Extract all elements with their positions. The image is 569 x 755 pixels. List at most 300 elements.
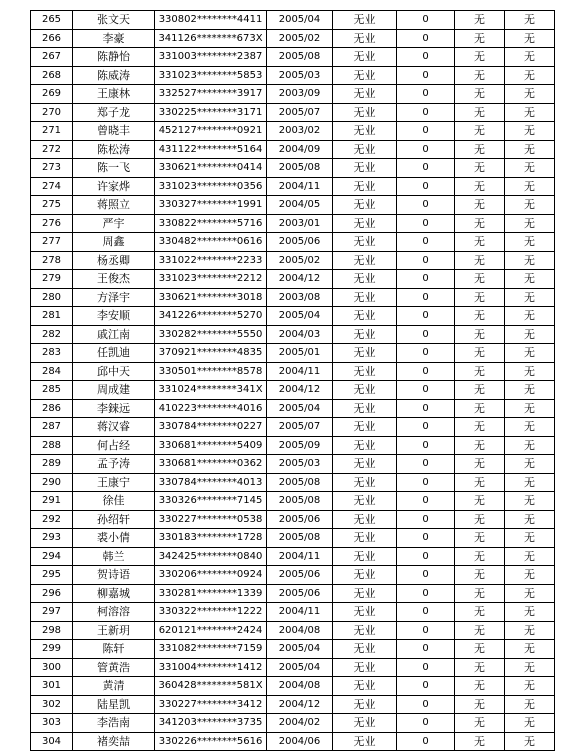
name-cell: 孟予涛 [73,455,155,474]
column-8-cell: 无 [505,140,555,159]
count-cell: 0 [397,436,455,455]
column-8-cell: 无 [505,473,555,492]
occupation-cell: 无业 [333,85,397,104]
name-cell: 柯溶溶 [73,603,155,622]
name-cell: 任凯迪 [73,344,155,363]
column-8-cell: 无 [505,603,555,622]
row-number-cell: 270 [31,103,73,122]
row-number-cell: 285 [31,381,73,400]
name-cell: 杨丞卿 [73,251,155,270]
birth-date-cell: 2004/09 [267,140,333,159]
row-number-cell: 293 [31,529,73,548]
birth-date-cell: 2005/08 [267,48,333,67]
birth-date-cell: 2005/04 [267,307,333,326]
id-number-cell: 331024********341X [155,381,267,400]
column-8-cell: 无 [505,621,555,640]
column-7-cell: 无 [455,658,505,677]
id-number-cell: 330326********7145 [155,492,267,511]
name-cell: 周鑫 [73,233,155,252]
column-8-cell: 无 [505,399,555,418]
row-number-cell: 279 [31,270,73,289]
occupation-cell: 无业 [333,103,397,122]
table-row [31,159,555,178]
id-number-cell: 331082********7159 [155,640,267,659]
table-row [31,658,555,677]
count-cell: 0 [397,29,455,48]
column-8-cell: 无 [505,66,555,85]
occupation-cell: 无业 [333,362,397,381]
birth-date-cell: 2003/02 [267,122,333,141]
column-7-cell: 无 [455,325,505,344]
birth-date-cell: 2005/04 [267,399,333,418]
row-number-cell: 275 [31,196,73,215]
count-cell: 0 [397,85,455,104]
column-7-cell: 无 [455,455,505,474]
count-cell: 0 [397,11,455,30]
name-cell: 柳嘉城 [73,584,155,603]
id-number-cell: 330784********0227 [155,418,267,437]
occupation-cell: 无业 [333,381,397,400]
birth-date-cell: 2005/06 [267,584,333,603]
table-row [31,640,555,659]
birth-date-cell: 2005/03 [267,455,333,474]
count-cell: 0 [397,418,455,437]
count-cell: 0 [397,159,455,178]
row-number-cell: 269 [31,85,73,104]
table-row [31,399,555,418]
count-cell: 0 [397,510,455,529]
birth-date-cell: 2005/04 [267,11,333,30]
row-number-cell: 295 [31,566,73,585]
column-7-cell: 无 [455,621,505,640]
column-7-cell: 无 [455,362,505,381]
column-8-cell: 无 [505,29,555,48]
name-cell: 陈静怡 [73,48,155,67]
name-cell: 方泽宇 [73,288,155,307]
column-7-cell: 无 [455,177,505,196]
table-row [31,455,555,474]
name-cell: 李浩南 [73,714,155,733]
count-cell: 0 [397,584,455,603]
row-number-cell: 303 [31,714,73,733]
birth-date-cell: 2005/07 [267,103,333,122]
birth-date-cell: 2004/12 [267,695,333,714]
column-7-cell: 无 [455,214,505,233]
count-cell: 0 [397,455,455,474]
name-cell: 周成建 [73,381,155,400]
birth-date-cell: 2005/06 [267,566,333,585]
column-8-cell: 无 [505,270,555,289]
column-7-cell: 无 [455,140,505,159]
column-8-cell: 无 [505,122,555,141]
occupation-cell: 无业 [333,288,397,307]
id-number-cell: 330681********0362 [155,455,267,474]
name-cell: 邱中天 [73,362,155,381]
name-cell: 贺诗语 [73,566,155,585]
birth-date-cell: 2004/11 [267,362,333,381]
table-row [31,288,555,307]
table-row [31,103,555,122]
column-8-cell: 无 [505,103,555,122]
column-8-cell: 无 [505,492,555,511]
column-7-cell: 无 [455,48,505,67]
row-number-cell: 281 [31,307,73,326]
id-number-cell: 360428********581X [155,677,267,696]
column-7-cell: 无 [455,251,505,270]
column-8-cell: 无 [505,307,555,326]
row-number-cell: 301 [31,677,73,696]
column-8-cell: 无 [505,233,555,252]
name-cell: 王新玥 [73,621,155,640]
column-7-cell: 无 [455,418,505,437]
count-cell: 0 [397,251,455,270]
column-7-cell: 无 [455,640,505,659]
column-8-cell: 无 [505,418,555,437]
count-cell: 0 [397,603,455,622]
occupation-cell: 无业 [333,399,397,418]
birth-date-cell: 2004/11 [267,177,333,196]
column-8-cell: 无 [505,695,555,714]
name-cell: 严宇 [73,214,155,233]
column-8-cell: 无 [505,325,555,344]
id-number-cell: 330621********0414 [155,159,267,178]
column-8-cell: 无 [505,288,555,307]
column-7-cell: 无 [455,603,505,622]
occupation-cell: 无业 [333,177,397,196]
birth-date-cell: 2004/08 [267,621,333,640]
column-8-cell: 无 [505,640,555,659]
occupation-cell: 无业 [333,196,397,215]
row-number-cell: 284 [31,362,73,381]
name-cell: 何占经 [73,436,155,455]
column-7-cell: 无 [455,714,505,733]
name-cell: 蒋汉睿 [73,418,155,437]
table-row [31,436,555,455]
birth-date-cell: 2005/02 [267,29,333,48]
table-row [31,510,555,529]
occupation-cell: 无业 [333,122,397,141]
name-cell: 孙绍轩 [73,510,155,529]
birth-date-cell: 2003/09 [267,85,333,104]
name-cell: 陈一飞 [73,159,155,178]
id-number-cell: 331023********2212 [155,270,267,289]
table-row [31,677,555,696]
table-row [31,603,555,622]
row-number-cell: 287 [31,418,73,437]
column-8-cell: 无 [505,159,555,178]
count-cell: 0 [397,362,455,381]
birth-date-cell: 2005/09 [267,436,333,455]
birth-date-cell: 2005/07 [267,418,333,437]
column-8-cell: 无 [505,732,555,751]
column-7-cell: 无 [455,270,505,289]
count-cell: 0 [397,473,455,492]
row-number-cell: 267 [31,48,73,67]
count-cell: 0 [397,66,455,85]
occupation-cell: 无业 [333,325,397,344]
name-cell: 张文天 [73,11,155,30]
table-row [31,732,555,751]
id-number-cell: 330501********8578 [155,362,267,381]
row-number-cell: 272 [31,140,73,159]
occupation-cell: 无业 [333,640,397,659]
id-number-cell: 330822********5716 [155,214,267,233]
occupation-cell: 无业 [333,714,397,733]
column-8-cell: 无 [505,566,555,585]
table-row [31,122,555,141]
row-number-cell: 273 [31,159,73,178]
birth-date-cell: 2004/11 [267,547,333,566]
column-7-cell: 无 [455,29,505,48]
occupation-cell: 无业 [333,270,397,289]
occupation-cell: 无业 [333,455,397,474]
column-7-cell: 无 [455,695,505,714]
name-cell: 许家烨 [73,177,155,196]
table-row [31,584,555,603]
id-number-cell: 331003********2387 [155,48,267,67]
id-number-cell: 330206********0924 [155,566,267,585]
table-row [31,547,555,566]
name-cell: 李豪 [73,29,155,48]
birth-date-cell: 2005/08 [267,159,333,178]
column-8-cell: 无 [505,11,555,30]
count-cell: 0 [397,695,455,714]
table-row [31,566,555,585]
count-cell: 0 [397,288,455,307]
row-number-cell: 277 [31,233,73,252]
column-8-cell: 无 [505,510,555,529]
birth-date-cell: 2003/01 [267,214,333,233]
table-row [31,344,555,363]
column-8-cell: 无 [505,677,555,696]
count-cell: 0 [397,492,455,511]
id-number-cell: 330225********3171 [155,103,267,122]
table-row [31,11,555,30]
count-cell: 0 [397,48,455,67]
birth-date-cell: 2005/08 [267,529,333,548]
column-8-cell: 无 [505,436,555,455]
row-number-cell: 286 [31,399,73,418]
id-number-cell: 330681********5409 [155,436,267,455]
table-row [31,251,555,270]
birth-date-cell: 2005/06 [267,233,333,252]
id-number-cell: 330281********1339 [155,584,267,603]
count-cell: 0 [397,547,455,566]
name-cell: 黄清 [73,677,155,696]
count-cell: 0 [397,714,455,733]
name-cell: 褚奕喆 [73,732,155,751]
column-7-cell: 无 [455,677,505,696]
occupation-cell: 无业 [333,547,397,566]
count-cell: 0 [397,677,455,696]
column-7-cell: 无 [455,566,505,585]
birth-date-cell: 2004/02 [267,714,333,733]
table-row [31,621,555,640]
name-cell: 郑子龙 [73,103,155,122]
table-row [31,473,555,492]
table-row [31,140,555,159]
id-number-cell: 330282********5550 [155,325,267,344]
row-number-cell: 299 [31,640,73,659]
id-number-cell: 331023********5853 [155,66,267,85]
row-number-cell: 289 [31,455,73,474]
column-7-cell: 无 [455,233,505,252]
occupation-cell: 无业 [333,159,397,178]
column-7-cell: 无 [455,510,505,529]
column-7-cell: 无 [455,11,505,30]
occupation-cell: 无业 [333,251,397,270]
id-number-cell: 331004********1412 [155,658,267,677]
id-number-cell: 330227********3412 [155,695,267,714]
row-number-cell: 274 [31,177,73,196]
birth-date-cell: 2005/04 [267,640,333,659]
table-row [31,529,555,548]
table-row [31,196,555,215]
column-7-cell: 无 [455,529,505,548]
name-cell: 陈松涛 [73,140,155,159]
column-8-cell: 无 [505,362,555,381]
count-cell: 0 [397,732,455,751]
occupation-cell: 无业 [333,418,397,437]
birth-date-cell: 2004/05 [267,196,333,215]
birth-date-cell: 2005/01 [267,344,333,363]
table-row [31,695,555,714]
occupation-cell: 无业 [333,473,397,492]
count-cell: 0 [397,307,455,326]
count-cell: 0 [397,381,455,400]
column-8-cell: 无 [505,85,555,104]
occupation-cell: 无业 [333,29,397,48]
birth-date-cell: 2004/12 [267,270,333,289]
column-8-cell: 无 [505,251,555,270]
name-cell: 王康宁 [73,473,155,492]
name-cell: 李安顺 [73,307,155,326]
column-7-cell: 无 [455,66,505,85]
column-7-cell: 无 [455,307,505,326]
occupation-cell: 无业 [333,307,397,326]
birth-date-cell: 2005/04 [267,658,333,677]
id-number-cell: 330621********3018 [155,288,267,307]
table-row [31,66,555,85]
count-cell: 0 [397,658,455,677]
id-number-cell: 330784********4013 [155,473,267,492]
occupation-cell: 无业 [333,677,397,696]
row-number-cell: 276 [31,214,73,233]
id-number-cell: 331022********2233 [155,251,267,270]
row-number-cell: 268 [31,66,73,85]
occupation-cell: 无业 [333,140,397,159]
column-8-cell: 无 [505,344,555,363]
name-cell: 徐佳 [73,492,155,511]
name-cell: 王康林 [73,85,155,104]
column-7-cell: 无 [455,381,505,400]
id-number-cell: 370921********4835 [155,344,267,363]
name-cell: 戚江南 [73,325,155,344]
table-row [31,714,555,733]
birth-date-cell: 2005/08 [267,473,333,492]
row-number-cell: 265 [31,11,73,30]
column-8-cell: 无 [505,48,555,67]
occupation-cell: 无业 [333,436,397,455]
table-row [31,177,555,196]
occupation-cell: 无业 [333,658,397,677]
table-row [31,48,555,67]
occupation-cell: 无业 [333,11,397,30]
id-number-cell: 330183********1728 [155,529,267,548]
count-cell: 0 [397,196,455,215]
row-number-cell: 288 [31,436,73,455]
count-cell: 0 [397,233,455,252]
column-7-cell: 无 [455,547,505,566]
birth-date-cell: 2005/08 [267,492,333,511]
column-7-cell: 无 [455,473,505,492]
occupation-cell: 无业 [333,529,397,548]
id-number-cell: 332527********3917 [155,85,267,104]
birth-date-cell: 2004/12 [267,381,333,400]
column-8-cell: 无 [505,455,555,474]
occupation-cell: 无业 [333,214,397,233]
name-cell: 韩兰 [73,547,155,566]
occupation-cell: 无业 [333,621,397,640]
table-row [31,233,555,252]
column-8-cell: 无 [505,658,555,677]
id-number-cell: 330322********1222 [155,603,267,622]
count-cell: 0 [397,103,455,122]
column-8-cell: 无 [505,714,555,733]
row-number-cell: 283 [31,344,73,363]
id-number-cell: 330482********0616 [155,233,267,252]
name-cell: 陈威涛 [73,66,155,85]
count-cell: 0 [397,177,455,196]
name-cell: 陈轩 [73,640,155,659]
count-cell: 0 [397,270,455,289]
column-7-cell: 无 [455,344,505,363]
count-cell: 0 [397,621,455,640]
occupation-cell: 无业 [333,732,397,751]
occupation-cell: 无业 [333,695,397,714]
column-7-cell: 无 [455,122,505,141]
row-number-cell: 291 [31,492,73,511]
id-number-cell: 431122********5164 [155,140,267,159]
row-number-cell: 304 [31,732,73,751]
count-cell: 0 [397,344,455,363]
birth-date-cell: 2004/06 [267,732,333,751]
column-8-cell: 无 [505,584,555,603]
occupation-cell: 无业 [333,566,397,585]
row-number-cell: 296 [31,584,73,603]
birth-date-cell: 2003/08 [267,288,333,307]
column-8-cell: 无 [505,214,555,233]
id-number-cell: 330327********1991 [155,196,267,215]
row-number-cell: 290 [31,473,73,492]
column-7-cell: 无 [455,436,505,455]
id-number-cell: 620121********2424 [155,621,267,640]
table-row [31,214,555,233]
row-number-cell: 300 [31,658,73,677]
occupation-cell: 无业 [333,603,397,622]
birth-date-cell: 2004/03 [267,325,333,344]
row-number-cell: 294 [31,547,73,566]
id-number-cell: 330227********0538 [155,510,267,529]
table-row [31,492,555,511]
id-number-cell: 330226********5616 [155,732,267,751]
table-row [31,325,555,344]
count-cell: 0 [397,325,455,344]
row-number-cell: 266 [31,29,73,48]
birth-date-cell: 2005/03 [267,66,333,85]
name-cell: 李錸远 [73,399,155,418]
row-number-cell: 297 [31,603,73,622]
